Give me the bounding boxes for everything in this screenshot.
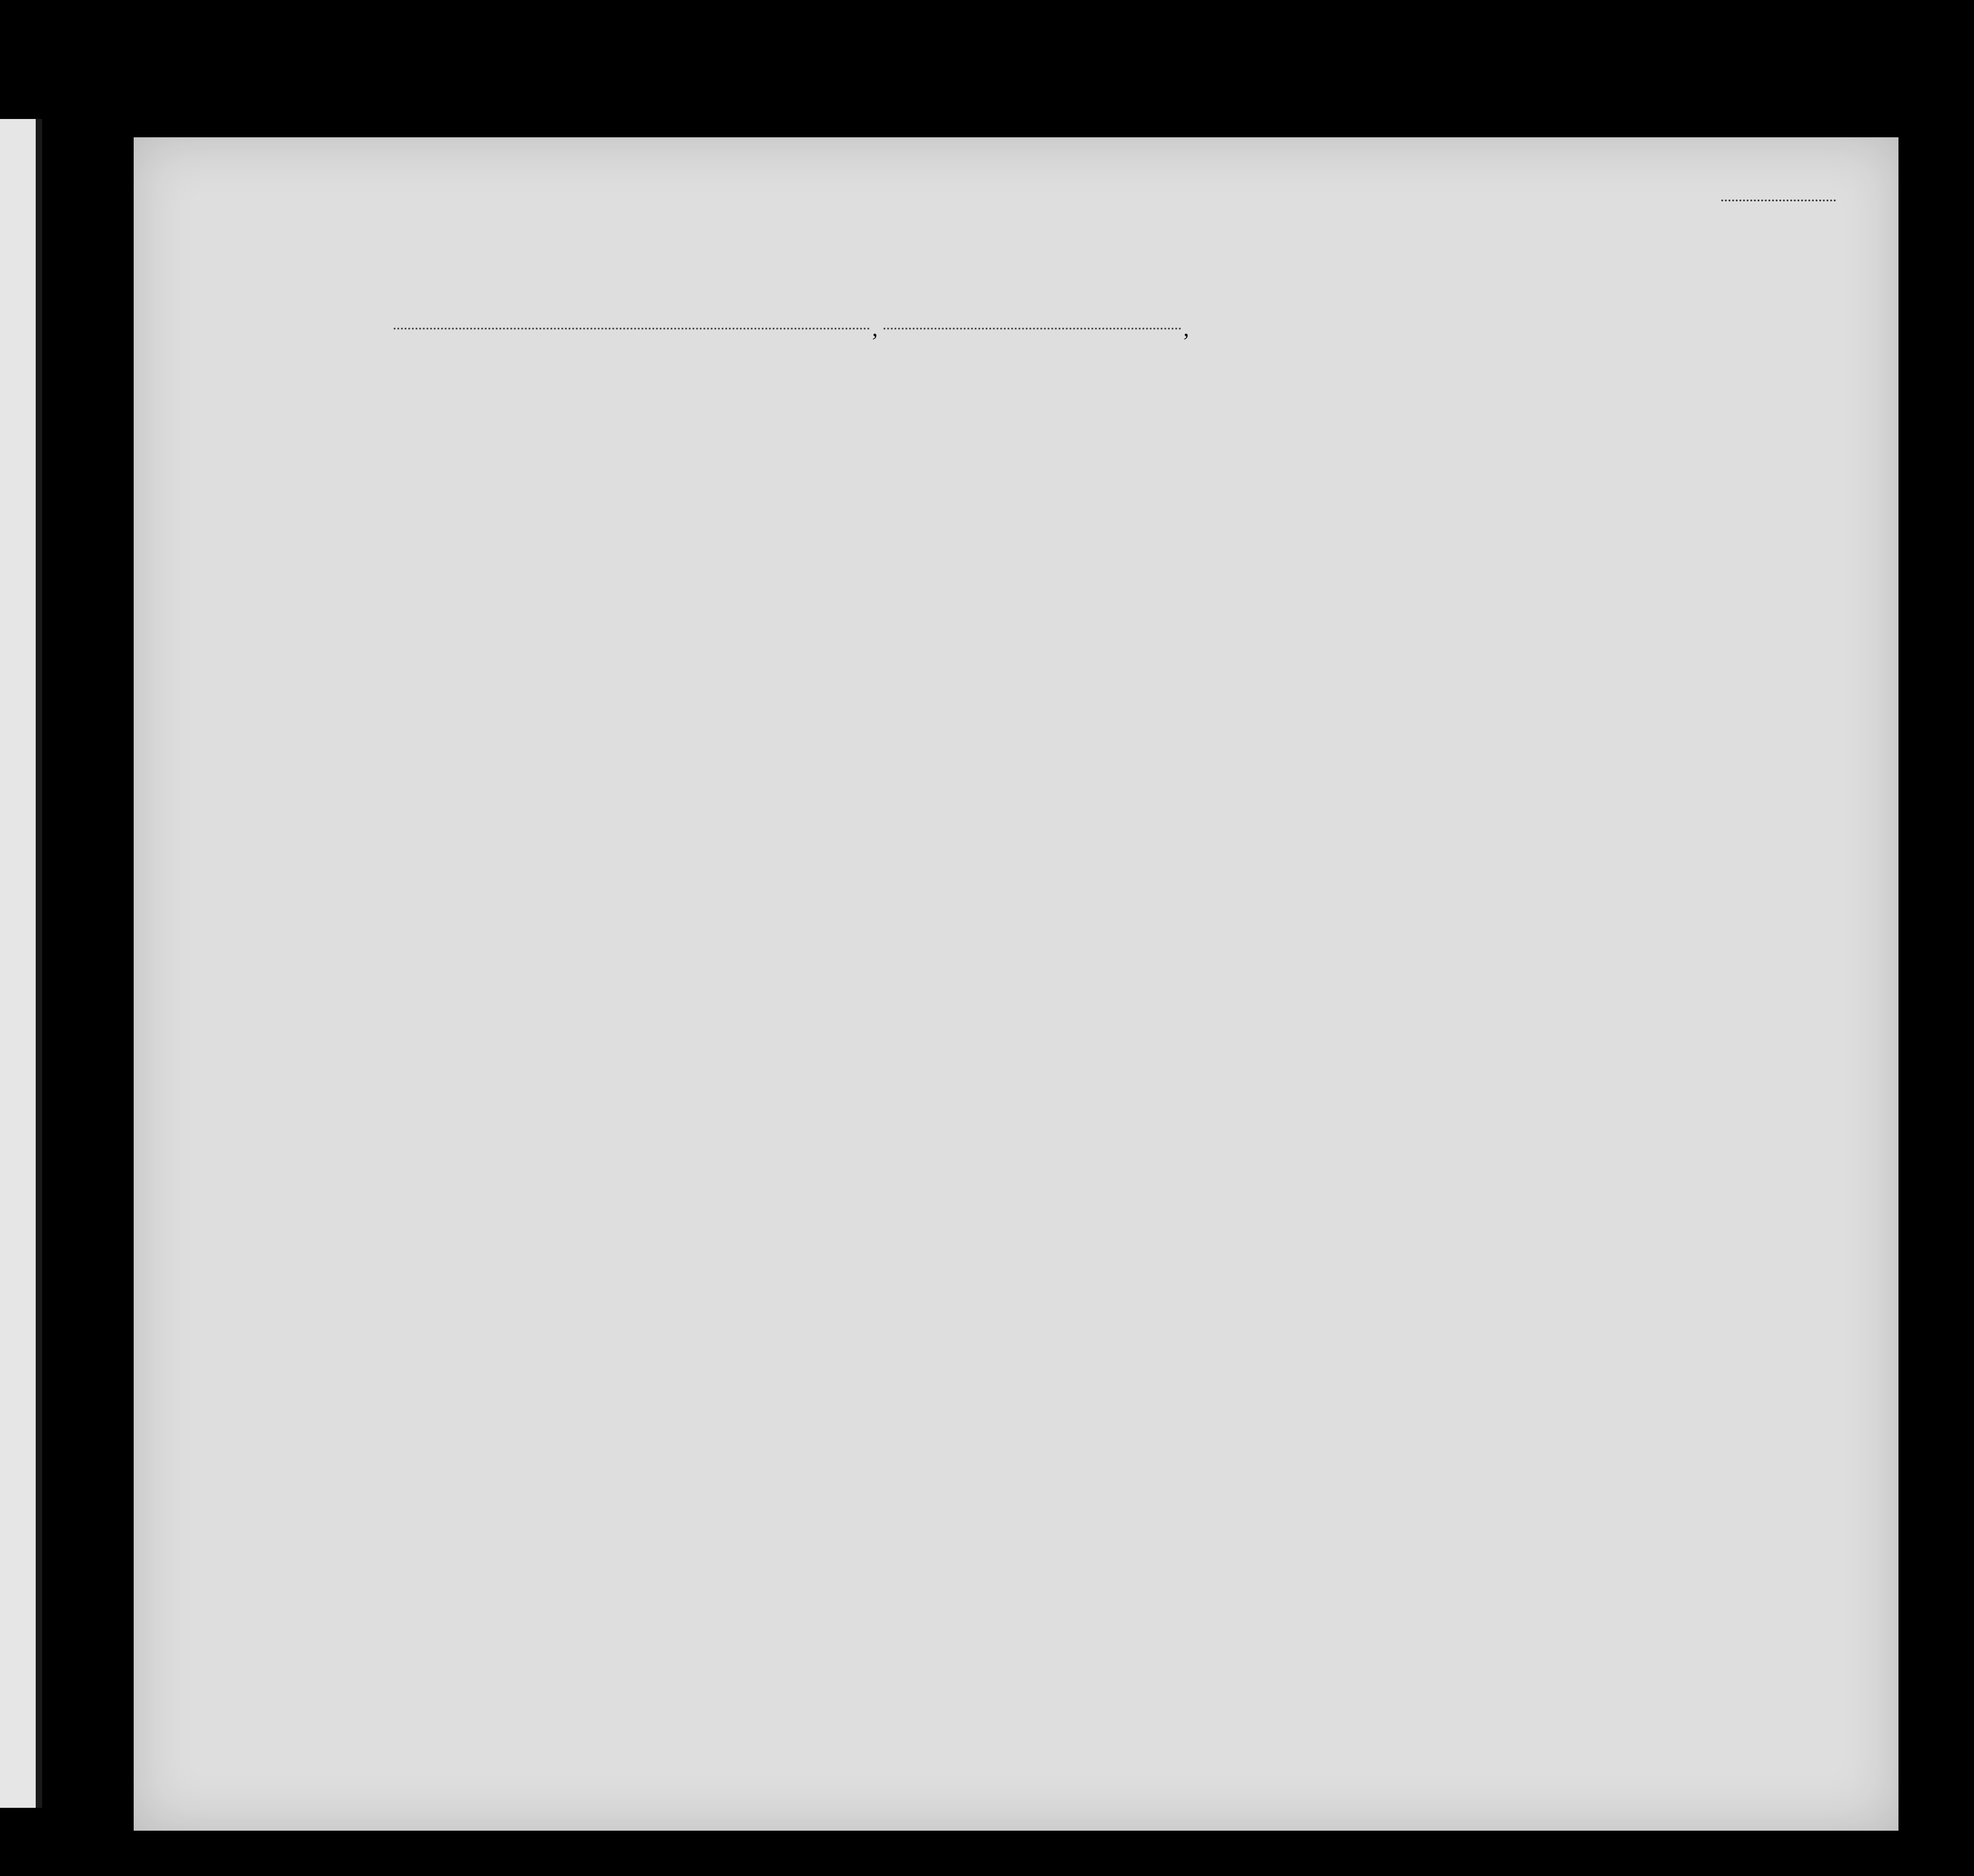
list-number-line [1721,200,1836,201]
header-prison-charity [1267,397,1290,512]
header-anarchist [1318,397,1337,512]
header-money [713,380,743,499]
adjacent-page-edge [0,119,42,1808]
comma-1: , [872,315,878,341]
header-overthrow [1344,397,1389,512]
header-inches [1608,471,1622,513]
header-purpose-citizen [1232,397,1251,512]
header-purpose-return [1128,397,1148,512]
header-purpose-length [1167,397,1195,512]
port-line [394,328,870,330]
manifest-sheet [134,137,1898,1831]
comma-2: , [1183,315,1189,341]
header-deported [1440,397,1463,512]
header-polygamist [1296,397,1314,512]
date-line [884,328,1181,330]
header-ticket [613,380,638,499]
header-feet [1585,481,1599,513]
header-labor-offer [1396,397,1433,512]
